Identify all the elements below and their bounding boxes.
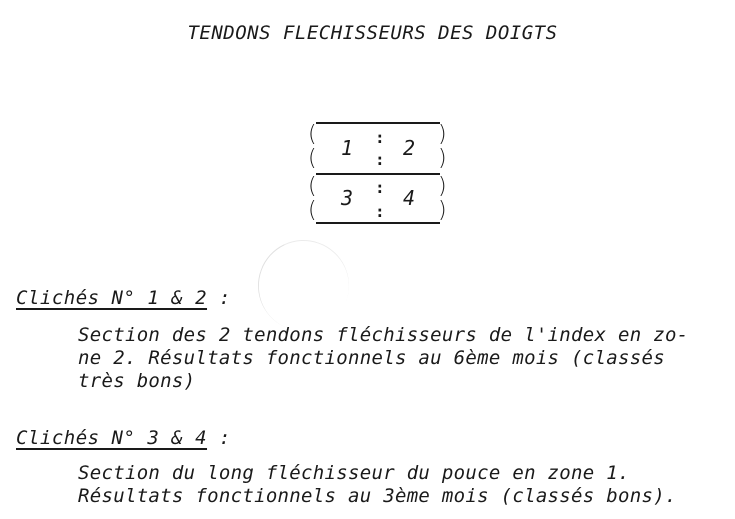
cell-separator: : bbox=[375, 150, 385, 169]
page-title: TENDONS FLECHISSEURS DES DOIGTS bbox=[187, 22, 558, 44]
cell-1: 1 bbox=[340, 136, 354, 160]
cell-separator: : bbox=[375, 202, 385, 221]
right-bracket: ) bbox=[438, 174, 447, 199]
right-bracket: ) bbox=[438, 198, 447, 223]
caption-line: Section des 2 tendons fléchisseurs de l'index en zo- bbox=[78, 324, 689, 346]
right-bracket: ) bbox=[438, 146, 447, 171]
caption-heading-2 bbox=[16, 427, 231, 449]
left-bracket: ( bbox=[308, 122, 317, 147]
caption-line: ne 2. Résultats fonctionnels au 6ème mois (classés bbox=[78, 347, 665, 369]
left-bracket: ( bbox=[308, 198, 317, 223]
caption-body-2 bbox=[78, 462, 718, 508]
figure-layout-grid bbox=[310, 122, 446, 226]
grid-middle-line bbox=[316, 173, 440, 175]
grid-bottom-line bbox=[316, 222, 440, 224]
cell-separator: : bbox=[375, 128, 385, 147]
cell-2: 2 bbox=[402, 136, 416, 160]
caption-line: très bons) bbox=[78, 370, 196, 392]
caption-heading-suffix: : bbox=[218, 427, 231, 449]
caption-heading-1 bbox=[16, 287, 231, 309]
cell-3: 3 bbox=[340, 186, 354, 210]
caption-line: Résultats fonctionnels au 3ème mois (classés bons). bbox=[78, 485, 677, 507]
left-bracket: ( bbox=[308, 146, 317, 171]
caption-heading-suffix: : bbox=[218, 287, 231, 309]
caption-heading-text: Clichés N° 3 & 4 bbox=[16, 427, 208, 449]
caption-line: Section du long fléchisseur du pouce en zone 1. bbox=[78, 462, 630, 484]
right-bracket: ) bbox=[438, 122, 447, 147]
left-bracket: ( bbox=[308, 174, 317, 199]
cell-separator: : bbox=[375, 178, 385, 197]
caption-heading-text: Clichés N° 1 & 2 bbox=[16, 287, 208, 309]
caption-body-1 bbox=[78, 324, 718, 393]
cell-4: 4 bbox=[402, 186, 416, 210]
grid-top-line bbox=[316, 122, 440, 124]
